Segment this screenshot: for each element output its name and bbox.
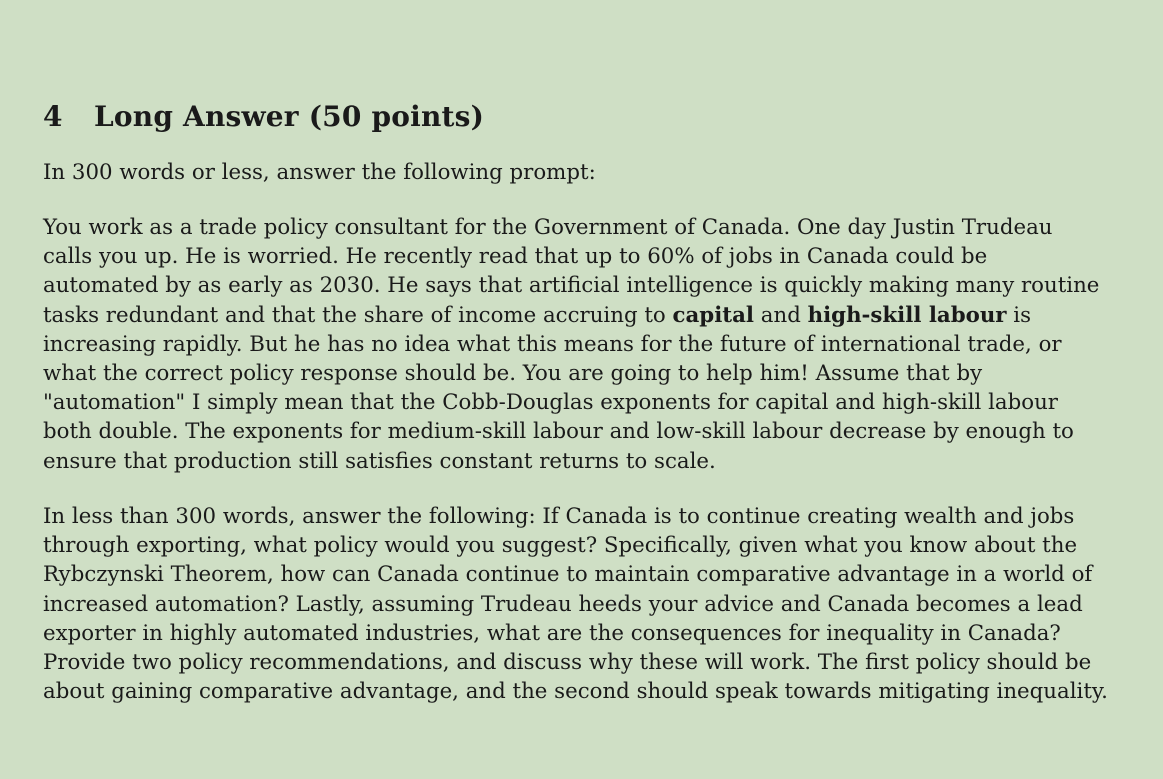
paragraph-line: calls you up. He is worried. He recently read that up to 60% of jobs in Canada could be bbox=[43, 244, 988, 270]
paragraph-line: ensure that production still satisfies constant returns to scale. bbox=[43, 448, 716, 474]
bold-term-capital: capital bbox=[672, 302, 755, 328]
line-text: and bbox=[754, 302, 808, 328]
paragraph-line: "automation" I simply mean that the Cobb-Douglas exponents for capital and high-skill labour bbox=[43, 390, 1058, 416]
bold-term-high-skill-labour: high-skill labour bbox=[807, 302, 1007, 328]
line-text: is bbox=[1006, 302, 1032, 328]
section-heading bbox=[43, 99, 484, 135]
paragraph-line: what the correct policy response should be. You are going to help him! Assume that by bbox=[43, 361, 983, 387]
intro-text: In 300 words or less, answer the following prompt: bbox=[43, 160, 596, 185]
paragraph-line: Provide two policy recommendations, and discuss why these will work. The first policy should be bbox=[43, 650, 1092, 676]
prompt-paragraph bbox=[43, 213, 1099, 476]
paragraph-line: increasing rapidly. But he has no idea what this means for the future of international trade, or bbox=[43, 331, 1062, 357]
section-title: Long Answer (50 points) bbox=[94, 100, 485, 133]
paragraph-line: You work as a trade policy consultant for the Government of Canada. One day Justin Trudeau bbox=[43, 215, 1053, 240]
paragraph-line: increased automation? Lastly, assuming Trudeau heeds your advice and Canada becomes a lead bbox=[43, 591, 1083, 617]
paragraph-line: automated by as early as 2030. He says that artificial intelligence is quickly making many routine bbox=[43, 273, 1100, 299]
line-text: tasks redundant and that the share of income accruing to bbox=[43, 302, 673, 328]
paragraph-line bbox=[43, 301, 1099, 330]
paragraph-line: exporter in highly automated industries, what are the consequences for inequality in Canada? bbox=[43, 620, 1061, 646]
paragraph-line: In less than 300 words, answer the following: If Canada is to continue creating wealth and jobs bbox=[43, 504, 1075, 529]
question-paragraph bbox=[43, 502, 1108, 706]
paragraph-line: through exporting, what policy would you suggest? Specifically, given what you know about the bbox=[43, 533, 1078, 559]
section-number: 4 bbox=[43, 100, 63, 133]
paragraph-line: both double. The exponents for medium-skill labour and low-skill labour decrease by enough to bbox=[43, 419, 1074, 445]
paragraph-line: about gaining comparative advantage, and the second should speak towards mitigating inequality. bbox=[43, 679, 1108, 705]
paragraph-line: Rybczynski Theorem, how can Canada continue to maintain comparative advantage in a world of bbox=[43, 562, 1093, 588]
